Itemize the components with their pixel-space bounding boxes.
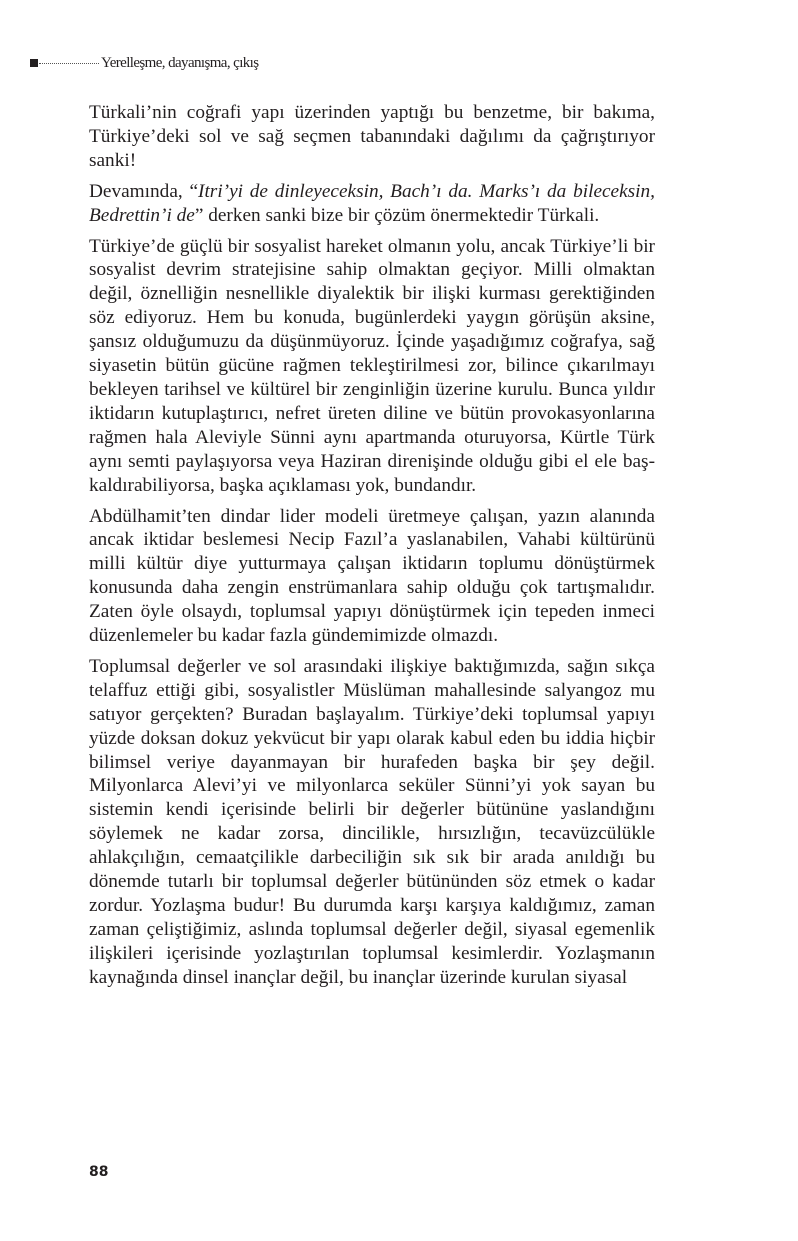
quoted-italic: Itri’yi de dinleyeceksin, Bach’ı da. Marks’ı da bileceksin, Bedrettin’i de (89, 180, 655, 226)
paragraph-5: Toplumsal değerler ve sol arasındaki ilişkiye baktığımızda, sağın sıkça telaffuz ettiği gibi, sosyalistler Müslüman mahallesinde salyangoz mu satıyor gerçekten? Buradan başlayalım. Türkiye’deki toplumsal yapıyı yüzde doksan dokuz yekvücut bir yapı olarak kabul eden bu iddia hiçbir bilimsel veriye dayanmayan bir hurafeden başka bir şey değil. Milyonlarca Alevi’yi ve milyonlarca seküler Sünni’yi yok sayan bu sistemin kendi içerisinde belirli bir değerler bütününe yaslandığını söylemek ne kadar zorsa, dincilikle, hırsızlığın, tecavüzcülükle ahlakçılığın, cemaatçilikle darbeciliğin sık sık bir arada anıldığı bu dönemde tutarlı bir toplumsal değerler bütününden söz etmek o kadar zordur. Yozlaşma budur! Bu durumda karşı karşıya kaldığımız, zaman zaman çeliştiğimiz, aslında toplumsal değerler değil, siyasal egemenlik ilişkileri içerisinde yozlaştırılan toplumsal kesimlerdir. Yozlaşmanın kaynağında dinsel inançlar değil, bu inançlar üzerinde kurulan siyasal (89, 655, 655, 988)
page-number: 88 (89, 1164, 109, 1180)
paragraph-2: Devamında, “Itri’yi de dinleyeceksin, Bach’ı da. Marks’ı da bileceksin, Bedrettin’i de” derken sanki bize bir çözüm önermektedir Türkali. (89, 180, 655, 226)
header-dotted-rule (39, 63, 99, 64)
chapter-title: Yerelleşme, dayanışma, çıkış (101, 54, 259, 71)
paragraph-4: Abdülhamit’ten dindar lider modeli üretmeye çalışan, yazın alanında ancak iktidar beslemesi Necip Fazıl’a yaslanabilen, Vahabi kültürünü milli kültür diye yutturmaya çalışan iktidarın toplumu dönüştürmek konusunda daha zengin enstrümanlara sahip olduğu çok tartışmalıdır. Zaten öyle olsaydı, toplumsal yapıyı dönüştürmek için tepeden inmeci düzenlemeler bu kadar fazla gündemimizde olmazdı. (89, 505, 655, 647)
header-square-icon (30, 59, 38, 67)
body-text (89, 101, 655, 997)
running-header (30, 54, 258, 72)
paragraph-1: Türkali’nin coğrafi yapı üzerinden yaptığı bu benzetme, bir bakıma, Türkiye’deki sol ve sağ seçmen tabanındaki dağılımı da çağrıştırıyor sanki! (89, 102, 655, 171)
paragraph-3: Türkiye’de güçlü bir sosyalist hareket olmanın yolu, ancak Türkiye’li bir sosyalist devrim stratejisine sahip olmaktan geçiyor. Milli olmaktan değil, öznelliğin nesnellikle diyalektik bir ilişki kurması gerektiğinden söz ediyoruz. Hem bu konuda, bugünlerdeki yaygın görüşün aksine, şansız olduğumuzu da düşünmüyoruz. İçinde yaşadığımız coğrafya, sağ siyasetin bütün gücüne rağmen tekleştirilmesi zor, bilince çıkarılmayı bekleyen tarihsel ve kültürel bir zenginliğin üzerine kurulu. Bunca yıldır iktidarın kutuplaştırıcı, nefret üreten diline ve bütün provokasyonlarına rağmen hala Aleviyle Sünni aynı apartmanda oturuyorsa, Kürtle Türk aynı semti paylaşıyorsa veya Haziran direnişinde olduğu gibi el ele başkaldırabiliyorsa, başka açıklaması yok, bundandır. (89, 235, 656, 496)
